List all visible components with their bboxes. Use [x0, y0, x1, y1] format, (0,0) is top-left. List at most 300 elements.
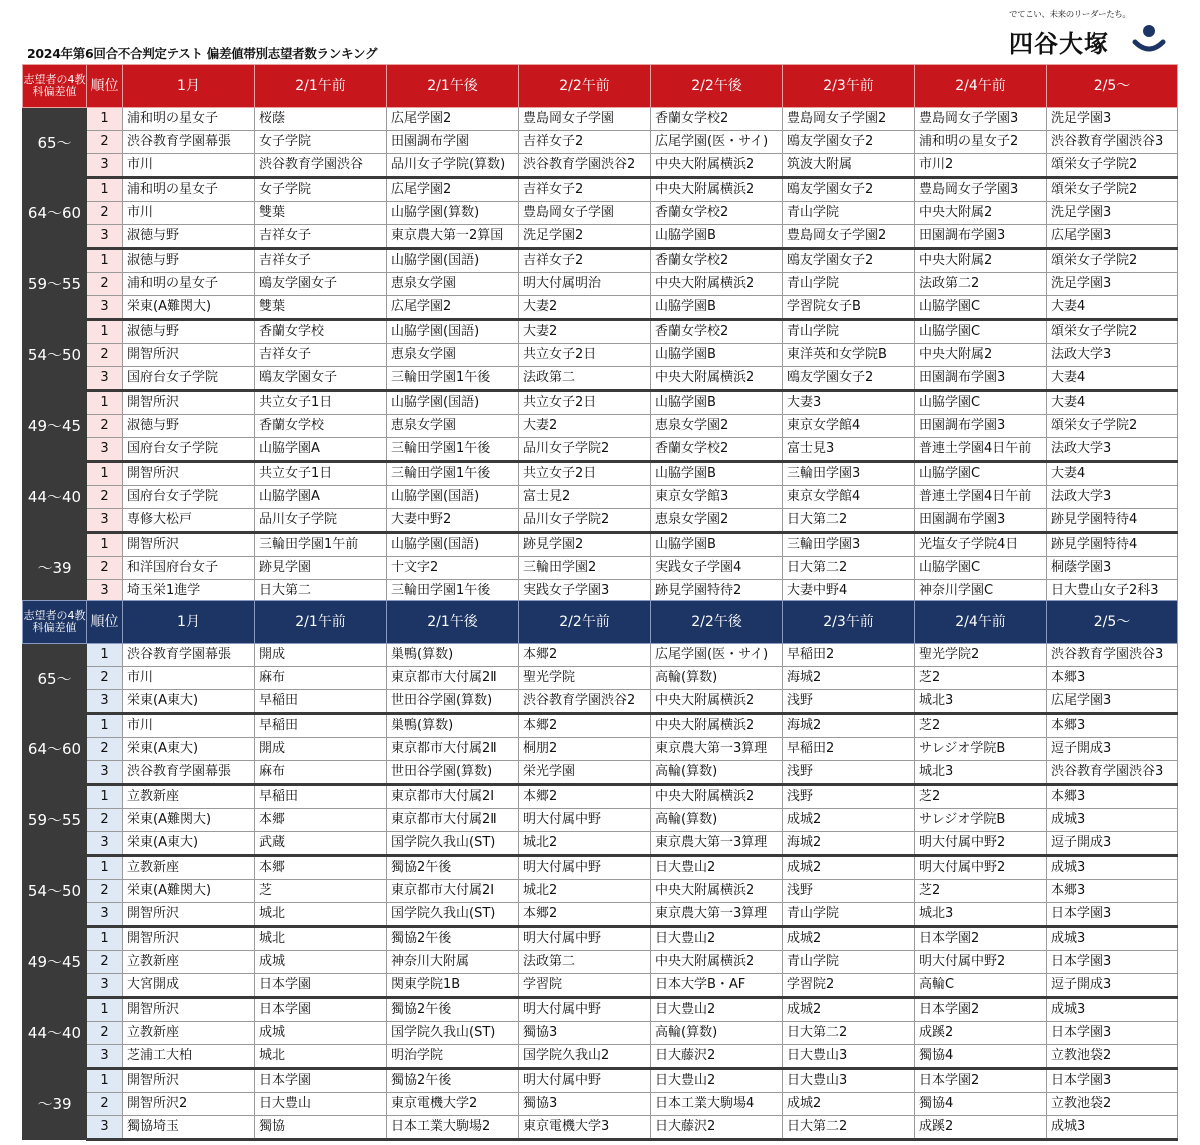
school-cell: 広尾学園(医・サイ) — [651, 644, 783, 667]
school-cell: 山脇学園B — [651, 462, 783, 486]
feb2-pm-header: 2/2午後 — [651, 601, 783, 644]
school-cell: 三輪田学園1午後 — [387, 438, 519, 462]
school-cell: 芝 — [255, 880, 387, 903]
school-cell: 浅野 — [783, 880, 915, 903]
feb1-pm-header: 2/1午後 — [387, 65, 519, 108]
school-cell: 鴎友学園女子 — [255, 273, 387, 296]
school-cell: 山脇学園C — [915, 320, 1047, 344]
school-cell: 獨協3 — [519, 1093, 651, 1116]
school-cell: 麻布 — [255, 761, 387, 785]
school-cell: 高輪(算数) — [651, 761, 783, 785]
rank-cell: 3 — [87, 690, 123, 714]
rank-cell: 1 — [87, 927, 123, 951]
table-row — [23, 1069, 1178, 1093]
brand-tagline: でてこい、未来のリーダーたち。 — [1009, 10, 1131, 20]
school-cell: 共立女子2日 — [519, 462, 651, 486]
rank-cell: 3 — [87, 154, 123, 178]
school-cell: 吉祥女子 — [255, 344, 387, 367]
school-cell: 東洋英和女学院B — [783, 344, 915, 367]
school-cell: 田園調布学園3 — [915, 509, 1047, 533]
table-row — [23, 438, 1178, 462]
school-cell: 共立女子2日 — [519, 391, 651, 415]
school-cell: 広尾学園2 — [387, 178, 519, 202]
deviation-band: ～39 — [23, 1069, 87, 1140]
school-cell: 山脇学園B — [651, 344, 783, 367]
school-cell: 香蘭女学校2 — [651, 249, 783, 273]
school-cell: 鴎友学園女子2 — [783, 249, 915, 273]
school-cell: 成蹊2 — [915, 1116, 1047, 1140]
school-cell: 中央大附属横浜2 — [651, 273, 783, 296]
deviation-band: 54～50 — [23, 856, 87, 927]
school-cell: 栄東(A難関大) — [123, 880, 255, 903]
school-cell: 開智所沢 — [123, 1069, 255, 1093]
school-cell: 東京都市大付属2Ⅱ — [387, 738, 519, 761]
deviation-band: 65～ — [23, 644, 87, 714]
school-cell: 開成 — [255, 738, 387, 761]
school-cell: 学習院 — [519, 974, 651, 998]
school-cell: 早稲田2 — [783, 644, 915, 667]
feb1-am-header: 2/1午前 — [255, 601, 387, 644]
school-cell: 中央大附属横浜2 — [651, 154, 783, 178]
rank-cell: 3 — [87, 580, 123, 604]
school-cell: 日本学園3 — [1047, 903, 1178, 927]
table-row — [23, 296, 1178, 320]
school-cell: 恵泉女学園 — [387, 415, 519, 438]
table-row — [23, 927, 1178, 951]
rank-cell: 3 — [87, 225, 123, 249]
school-cell: 日大豊山2 — [651, 1069, 783, 1093]
school-cell: 栄東(A東大) — [123, 690, 255, 714]
school-cell: 普連土学園4日午前 — [915, 486, 1047, 509]
school-cell: 早稲田 — [255, 714, 387, 738]
school-cell: 中央大附属2 — [915, 249, 1047, 273]
rank-cell: 1 — [87, 714, 123, 738]
school-cell: 市川 — [123, 667, 255, 690]
school-cell: 明大付属中野 — [519, 809, 651, 832]
school-cell: 中央大附属横浜2 — [651, 785, 783, 809]
feb1-am-header: 2/1午前 — [255, 65, 387, 108]
school-cell: 鴎友学園女子 — [255, 367, 387, 391]
school-cell: 桜蔭 — [255, 108, 387, 131]
school-cell: 世田谷学園(算数) — [387, 761, 519, 785]
school-cell: 日大豊山2 — [651, 927, 783, 951]
school-cell: 渋谷教育学園渋谷3 — [1047, 761, 1178, 785]
table-row — [23, 509, 1178, 533]
school-cell: 大妻4 — [1047, 391, 1178, 415]
school-cell: 法政第二 — [519, 367, 651, 391]
school-cell: 山脇学園B — [651, 533, 783, 557]
table-row — [23, 974, 1178, 998]
school-cell: 高輪C — [915, 974, 1047, 998]
school-cell: 成城 — [255, 1022, 387, 1045]
school-cell: 国学院久我山(ST) — [387, 903, 519, 927]
rank-cell: 3 — [87, 367, 123, 391]
school-cell: 本郷2 — [519, 644, 651, 667]
school-cell: 日大豊山2 — [651, 856, 783, 880]
school-cell: 日本学園2 — [915, 1069, 1047, 1093]
school-cell: 山脇学園B — [651, 391, 783, 415]
school-cell: 高輪(算数) — [651, 667, 783, 690]
school-cell: 鴎友学園女子2 — [783, 131, 915, 154]
school-cell: 桐朋2 — [519, 738, 651, 761]
girls-ranking-table — [22, 64, 1178, 605]
school-cell: 立教池袋2 — [1047, 1045, 1178, 1069]
school-cell: 城北 — [255, 1045, 387, 1069]
feb1-pm-header: 2/1午後 — [387, 601, 519, 644]
school-cell: 恵泉女学園 — [387, 344, 519, 367]
school-cell: 栄東(A難関大) — [123, 296, 255, 320]
school-cell: 大妻4 — [1047, 462, 1178, 486]
school-cell: 三輪田学園3 — [783, 462, 915, 486]
school-cell: 田園調布学園3 — [915, 415, 1047, 438]
rank-cell: 1 — [87, 644, 123, 667]
school-cell: 本郷2 — [519, 714, 651, 738]
school-cell: 中央大附属2 — [915, 202, 1047, 225]
school-cell: 淑徳与野 — [123, 249, 255, 273]
table-row — [23, 1022, 1178, 1045]
table-row — [23, 714, 1178, 738]
school-cell: 山脇学園C — [915, 296, 1047, 320]
school-cell: 田園調布学園3 — [915, 225, 1047, 249]
school-cell: 三輪田学園3 — [783, 533, 915, 557]
school-cell: 獨協 — [255, 1116, 387, 1140]
table-row — [23, 415, 1178, 438]
rank-header: 順位 — [87, 65, 123, 108]
school-cell: 中央大附属横浜2 — [651, 690, 783, 714]
school-cell: 法政第二2 — [915, 273, 1047, 296]
boys-ranking-table — [22, 600, 1178, 1141]
school-cell: 明大付属中野 — [519, 998, 651, 1022]
school-cell: 法政第二 — [519, 951, 651, 974]
school-cell: 日本学園3 — [1047, 1069, 1178, 1093]
deviation-band: 64～60 — [23, 178, 87, 249]
school-cell: 大宮開成 — [123, 974, 255, 998]
school-cell: 鴎友学園女子2 — [783, 178, 915, 202]
table-row — [23, 690, 1178, 714]
school-cell: 本郷3 — [1047, 714, 1178, 738]
school-cell: 高輪(算数) — [651, 1022, 783, 1045]
school-cell: 日大第二2 — [783, 1022, 915, 1045]
school-cell: 富士見3 — [783, 438, 915, 462]
school-cell: 大妻中野2 — [387, 509, 519, 533]
school-cell: 鴎友学園女子2 — [783, 367, 915, 391]
feb2-am-header: 2/2午前 — [519, 65, 651, 108]
school-cell: 田園調布学園3 — [915, 367, 1047, 391]
school-cell: 浦和明の星女子2 — [915, 131, 1047, 154]
school-cell: 山脇学園B — [651, 225, 783, 249]
deviation-band: 44～40 — [23, 462, 87, 533]
school-cell: 香蘭女学校2 — [651, 202, 783, 225]
school-cell: 香蘭女学校 — [255, 415, 387, 438]
rank-cell: 1 — [87, 391, 123, 415]
school-cell: 跡見学園特待4 — [1047, 533, 1178, 557]
school-cell: 国府台女子学院 — [123, 486, 255, 509]
rank-cell: 1 — [87, 462, 123, 486]
school-cell: 普連土学園4日午前 — [915, 438, 1047, 462]
school-cell: 城北3 — [915, 761, 1047, 785]
school-cell: 山脇学園C — [915, 462, 1047, 486]
school-cell: 逗子開成3 — [1047, 738, 1178, 761]
school-cell: 三輪田学園1午後 — [387, 367, 519, 391]
school-cell: 山脇学園(国語) — [387, 249, 519, 273]
deviation-band: 49～45 — [23, 391, 87, 462]
school-cell: 栄光学園 — [519, 761, 651, 785]
school-cell: 芝2 — [915, 785, 1047, 809]
school-cell: 東京都市大付属2Ⅰ — [387, 785, 519, 809]
school-cell: 国学院久我山(ST) — [387, 1022, 519, 1045]
school-cell: 明大付属中野2 — [915, 856, 1047, 880]
rank-cell: 3 — [87, 832, 123, 856]
rank-cell: 2 — [87, 738, 123, 761]
school-cell: 山脇学園A — [255, 438, 387, 462]
school-cell: 成城 — [255, 951, 387, 974]
school-cell: 獨協4 — [915, 1045, 1047, 1069]
rank-cell: 2 — [87, 557, 123, 580]
school-cell: 城北3 — [915, 690, 1047, 714]
school-cell: 大妻4 — [1047, 296, 1178, 320]
school-cell: 青山学院 — [783, 273, 915, 296]
school-cell: 海城2 — [783, 667, 915, 690]
school-cell: 成城3 — [1047, 927, 1178, 951]
rank-cell: 2 — [87, 486, 123, 509]
rank-cell: 2 — [87, 202, 123, 225]
school-cell: 跡見学園特待4 — [1047, 509, 1178, 533]
rank-cell: 3 — [87, 974, 123, 998]
school-cell: 聖光学院2 — [915, 644, 1047, 667]
school-cell: 世田谷学園(算数) — [387, 690, 519, 714]
school-cell: 淑徳与野 — [123, 415, 255, 438]
school-cell: 十文字2 — [387, 557, 519, 580]
school-cell: 浦和明の星女子 — [123, 108, 255, 131]
brand-logo — [1005, 8, 1180, 58]
school-cell: 日大第二 — [255, 580, 387, 604]
school-cell: 浦和明の星女子 — [123, 178, 255, 202]
school-cell: 渋谷教育学園渋谷 — [255, 154, 387, 178]
school-cell: 関東学院1B — [387, 974, 519, 998]
school-cell: 浦和明の星女子 — [123, 273, 255, 296]
school-cell: 共立女子1日 — [255, 391, 387, 415]
school-cell: 日本工業大駒場2 — [387, 1116, 519, 1140]
school-cell: 中央大附属横浜2 — [651, 714, 783, 738]
rank-cell: 2 — [87, 809, 123, 832]
brand-name: 四谷大塚 — [1009, 30, 1109, 58]
deviation-band: 64～60 — [23, 714, 87, 785]
school-cell: 本郷3 — [1047, 880, 1178, 903]
rank-cell: 3 — [87, 1045, 123, 1069]
school-cell: 洗足学園3 — [1047, 273, 1178, 296]
school-cell: 富士見2 — [519, 486, 651, 509]
rank-cell: 3 — [87, 509, 123, 533]
school-cell: 獨協2午後 — [387, 998, 519, 1022]
deviation-band: 44～40 — [23, 998, 87, 1069]
school-cell: 法政大学3 — [1047, 438, 1178, 462]
school-cell: 獨協埼玉 — [123, 1116, 255, 1140]
rank-cell: 3 — [87, 438, 123, 462]
school-cell: 頌栄女子学院2 — [1047, 178, 1178, 202]
rank-cell: 1 — [87, 533, 123, 557]
feb3-am-header: 2/3午前 — [783, 601, 915, 644]
school-cell: 栄東(A東大) — [123, 738, 255, 761]
school-cell: 栄東(A東大) — [123, 832, 255, 856]
school-cell: 市川 — [123, 154, 255, 178]
school-cell: 武蔵 — [255, 832, 387, 856]
school-cell: 浅野 — [783, 690, 915, 714]
table-row — [23, 951, 1178, 974]
rank-cell: 3 — [87, 761, 123, 785]
school-cell: 明大付属明治 — [519, 273, 651, 296]
school-cell: 渋谷教育学園渋谷2 — [519, 154, 651, 178]
table-row — [23, 832, 1178, 856]
school-cell: 広尾学園3 — [1047, 225, 1178, 249]
school-cell: 開智所沢2 — [123, 1093, 255, 1116]
school-cell: 日本学園3 — [1047, 1022, 1178, 1045]
school-cell: 成城2 — [783, 927, 915, 951]
school-cell: 開智所沢 — [123, 998, 255, 1022]
deviation-band: ～39 — [23, 533, 87, 604]
school-cell: 田園調布学園 — [387, 131, 519, 154]
rank-cell: 1 — [87, 249, 123, 273]
school-cell: 頌栄女子学院2 — [1047, 249, 1178, 273]
table-row — [23, 809, 1178, 832]
school-cell: 東京電機大学2 — [387, 1093, 519, 1116]
school-cell: 豊島岡女子学園3 — [915, 178, 1047, 202]
school-cell: 大妻3 — [783, 391, 915, 415]
school-cell: 日大第二2 — [783, 1116, 915, 1140]
rank-cell: 2 — [87, 415, 123, 438]
school-cell: 和洋国府台女子 — [123, 557, 255, 580]
school-cell: 渋谷教育学園幕張 — [123, 761, 255, 785]
feb5-header: 2/5～ — [1047, 65, 1178, 108]
school-cell: 洗足学園2 — [519, 225, 651, 249]
school-cell: 共立女子2日 — [519, 344, 651, 367]
school-cell: 日本学園 — [255, 1069, 387, 1093]
school-cell: 巣鴨(算数) — [387, 714, 519, 738]
school-cell: 国学院久我山(ST) — [387, 832, 519, 856]
school-cell: 山脇学園(算数) — [387, 202, 519, 225]
school-cell: 本郷2 — [519, 785, 651, 809]
school-cell: 成城3 — [1047, 856, 1178, 880]
school-cell: 開成 — [255, 644, 387, 667]
school-cell: 学習院2 — [783, 974, 915, 998]
school-cell: 明大付属中野2 — [915, 951, 1047, 974]
school-cell: 中央大附属横浜2 — [651, 951, 783, 974]
school-cell: 三輪田学園2 — [519, 557, 651, 580]
school-cell: 国府台女子学院 — [123, 367, 255, 391]
school-cell: 大妻2 — [519, 320, 651, 344]
school-cell: 光塩女子学院4日 — [915, 533, 1047, 557]
school-cell: 山脇学園(国語) — [387, 533, 519, 557]
school-cell: 大妻中野4 — [783, 580, 915, 604]
school-cell: 洗足学園3 — [1047, 202, 1178, 225]
table-row — [23, 486, 1178, 509]
school-cell: 国学院久我山2 — [519, 1045, 651, 1069]
school-cell: 香蘭女学校2 — [651, 108, 783, 131]
table-row — [23, 785, 1178, 809]
school-cell: 恵泉女学園2 — [651, 509, 783, 533]
school-cell: 城北 — [255, 927, 387, 951]
table-row — [23, 462, 1178, 486]
school-cell: 中央大附属横浜2 — [651, 880, 783, 903]
table-row — [23, 667, 1178, 690]
school-cell: 大妻2 — [519, 296, 651, 320]
deviation-band: 49～45 — [23, 927, 87, 998]
school-cell: 芝浦工大柏 — [123, 1045, 255, 1069]
school-cell: 山脇学園C — [915, 391, 1047, 415]
school-cell: 渋谷教育学園幕張 — [123, 644, 255, 667]
school-cell: 東京都市大付属2Ⅱ — [387, 809, 519, 832]
table-row — [23, 856, 1178, 880]
school-cell: 聖光学院 — [519, 667, 651, 690]
band-header: 志望者の4教科偏差値 — [23, 65, 87, 108]
school-cell: 高輪(算数) — [651, 809, 783, 832]
table-row — [23, 225, 1178, 249]
school-cell: 芝2 — [915, 667, 1047, 690]
rank-cell: 2 — [87, 667, 123, 690]
school-cell: 頌栄女子学院2 — [1047, 320, 1178, 344]
school-cell: 実践女子学園4 — [651, 557, 783, 580]
table-row — [23, 1093, 1178, 1116]
school-cell: 三輪田学園1午後 — [387, 580, 519, 604]
school-cell: 明大付属中野2 — [915, 832, 1047, 856]
school-cell: 海城2 — [783, 832, 915, 856]
deviation-band: 54～50 — [23, 320, 87, 391]
rank-cell: 1 — [87, 856, 123, 880]
school-cell: 明大付属中野 — [519, 856, 651, 880]
school-cell: 日大第二2 — [783, 557, 915, 580]
school-cell: 渋谷教育学園渋谷3 — [1047, 131, 1178, 154]
school-cell: 大妻4 — [1047, 367, 1178, 391]
table-row — [23, 131, 1178, 154]
feb3-am-header: 2/3午前 — [783, 65, 915, 108]
school-cell: 埼玉栄1進学 — [123, 580, 255, 604]
school-cell: 海城2 — [783, 714, 915, 738]
school-cell: 中央大附属2 — [915, 344, 1047, 367]
school-cell: 山脇学園B — [651, 296, 783, 320]
table-row — [23, 154, 1178, 178]
school-cell: 栄東(A難関大) — [123, 809, 255, 832]
rank-cell: 2 — [87, 1093, 123, 1116]
rank-cell: 2 — [87, 1022, 123, 1045]
school-cell: 浅野 — [783, 785, 915, 809]
rank-cell: 2 — [87, 951, 123, 974]
school-cell: 日大第二2 — [783, 509, 915, 533]
jan-header: 1月 — [123, 65, 255, 108]
school-cell: 桐蔭学園3 — [1047, 557, 1178, 580]
school-cell: 成城2 — [783, 809, 915, 832]
table-row — [23, 391, 1178, 415]
school-cell: 成蹊2 — [915, 1022, 1047, 1045]
school-cell: 頌栄女子学院2 — [1047, 415, 1178, 438]
school-cell: 筑波大附属 — [783, 154, 915, 178]
school-cell: 開智所沢 — [123, 927, 255, 951]
school-cell: 跡見学園 — [255, 557, 387, 580]
deviation-band: 65～ — [23, 108, 87, 178]
rank-cell: 1 — [87, 1069, 123, 1093]
deviation-band: 59～55 — [23, 249, 87, 320]
school-cell: 獨協4 — [915, 1093, 1047, 1116]
school-cell: 山脇学園A — [255, 486, 387, 509]
rank-cell: 2 — [87, 344, 123, 367]
school-cell: 吉祥女子2 — [519, 178, 651, 202]
school-cell: 山脇学園(国語) — [387, 320, 519, 344]
rank-cell: 1 — [87, 785, 123, 809]
school-cell: 香蘭女学校2 — [651, 320, 783, 344]
school-cell: 女子学院 — [255, 131, 387, 154]
school-cell: 品川女子学院2 — [519, 509, 651, 533]
band-header: 志望者の4教科偏差値 — [23, 601, 87, 644]
school-cell: 日大豊山3 — [783, 1045, 915, 1069]
school-cell: 雙葉 — [255, 296, 387, 320]
